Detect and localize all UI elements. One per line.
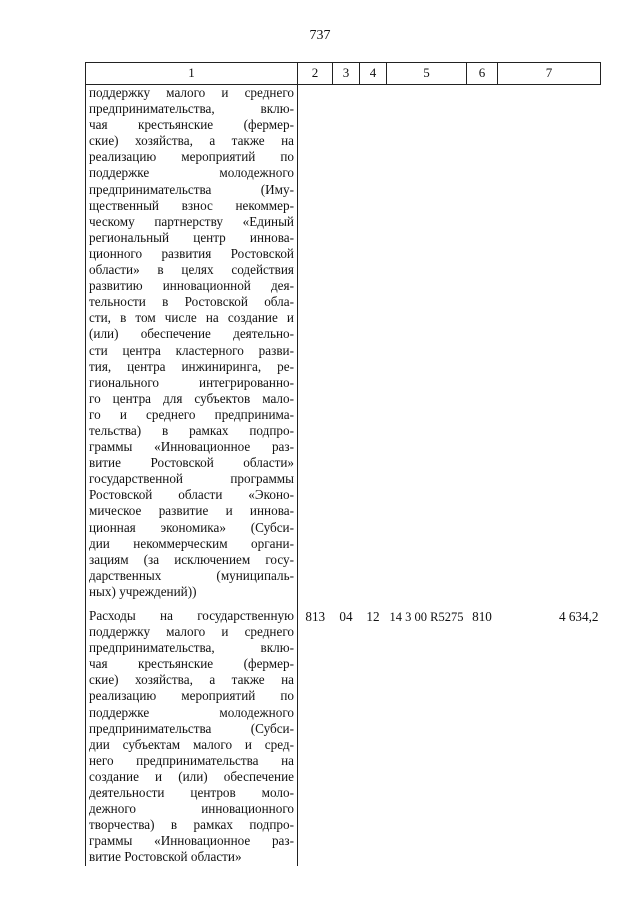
description-line: витие Ростовской области» xyxy=(89,455,294,471)
description-line: ские) хозяйства, а также на xyxy=(89,133,294,149)
description-line: Расходы на государственную xyxy=(89,608,294,623)
description-line: создание и (или) обеспечение xyxy=(89,768,294,784)
description-line: предпринимательства (Субси- xyxy=(89,720,294,736)
description-line: зациям (за исключением госу- xyxy=(89,551,294,567)
description-line: тельности в Ростовской обла- xyxy=(89,294,294,310)
description-line: творчества) в рамках подпро- xyxy=(89,817,294,833)
description-line: дии некоммерческим органи- xyxy=(89,535,294,551)
description-line: поддержку малого и среднего xyxy=(89,85,294,100)
page-number: 737 xyxy=(309,28,331,43)
description-line: гионального интегрированно- xyxy=(89,374,294,390)
description-line: поддержку малого и среднего xyxy=(89,624,294,640)
description-line: предпринимательства (Иму- xyxy=(89,181,294,197)
description-line: поддержке молодежного xyxy=(89,165,294,181)
header-col-7: 7 xyxy=(498,63,601,85)
description-line: предпринимательства, вклю- xyxy=(89,101,294,117)
description-line: дарственных (муниципаль- xyxy=(89,567,294,583)
description-line: региональный центр иннова- xyxy=(89,229,294,245)
description-line: него предпринимательства на xyxy=(89,752,294,768)
description-line: чая крестьянские (фермер- xyxy=(89,117,294,133)
description-line: сти центра кластерного разви- xyxy=(89,342,294,358)
row-description xyxy=(86,85,298,601)
description-line: дежного инновационного xyxy=(89,801,294,817)
description-line: щественный взнос некоммер- xyxy=(89,197,294,213)
description-line: дии субъектам малого и сред- xyxy=(89,736,294,752)
description-line: ские) хозяйства, а также на xyxy=(89,672,294,688)
description-line: мическое развитие и иннова- xyxy=(89,503,294,519)
row-description xyxy=(86,604,298,866)
cell-section xyxy=(333,85,360,601)
description-line: ционного развития Ростовской xyxy=(89,245,294,261)
description-line: деятельности центров моло- xyxy=(89,785,294,801)
budget-table xyxy=(85,62,601,866)
description-line: государственной программы xyxy=(89,471,294,487)
cell-amount: 4 634,2 xyxy=(558,609,599,624)
description-line: области» в целях содействия xyxy=(89,262,294,278)
table-row xyxy=(86,85,601,601)
description-line: чая крестьянские (фермер- xyxy=(89,656,294,672)
description-line: тельства) в рамках подпро- xyxy=(89,422,294,438)
description-line: ных) учреждений)) xyxy=(89,583,197,599)
cell-expense-type: 810 xyxy=(472,609,492,624)
cell-subsection xyxy=(360,85,387,601)
header-col-6: 6 xyxy=(467,63,498,85)
table-row xyxy=(86,604,601,866)
header-col-4: 4 xyxy=(360,63,387,85)
header-col-5: 5 xyxy=(387,63,467,85)
cell-target-article: 14 3 00 R5275 xyxy=(389,610,464,624)
cell-target-article xyxy=(387,85,467,601)
header-col-3: 3 xyxy=(333,63,360,85)
description-line: (или) обеспечение деятельно- xyxy=(89,326,294,342)
cell-expense-type xyxy=(467,85,498,601)
description-line: поддержке молодежного xyxy=(89,704,294,720)
description-line: граммы «Инновационное раз- xyxy=(89,439,294,455)
cell-amount xyxy=(498,85,601,601)
description-line: витие Ростовской области» xyxy=(89,849,242,865)
description-line: го и среднего предпринима- xyxy=(89,406,294,422)
description-line: предпринимательства, вклю- xyxy=(89,640,294,656)
cell-ministry-code xyxy=(298,85,333,601)
header-row xyxy=(86,63,601,85)
cell-subsection: 12 xyxy=(366,609,380,624)
description-line: реализацию мероприятий по xyxy=(89,149,294,165)
description-line: сти, в том числе на создание и xyxy=(89,310,294,326)
cell-section: 04 xyxy=(339,609,353,624)
description-line: реализацию мероприятий по xyxy=(89,688,294,704)
description-line: го центра для субъектов мало- xyxy=(89,390,294,406)
header-col-1: 1 xyxy=(86,63,298,85)
description-line: Ростовской области «Эконо- xyxy=(89,487,294,503)
description-line: тия, центра инжиниринга, ре- xyxy=(89,358,294,374)
description-line: ческому партнерству «Единый xyxy=(89,213,294,229)
cell-ministry-code: 813 xyxy=(305,609,326,624)
description-line: развитию инновационной дея- xyxy=(89,278,294,294)
header-col-2: 2 xyxy=(298,63,333,85)
description-line: ционная экономика» (Субси- xyxy=(89,519,294,535)
description-line: граммы «Инновационное раз- xyxy=(89,833,294,849)
